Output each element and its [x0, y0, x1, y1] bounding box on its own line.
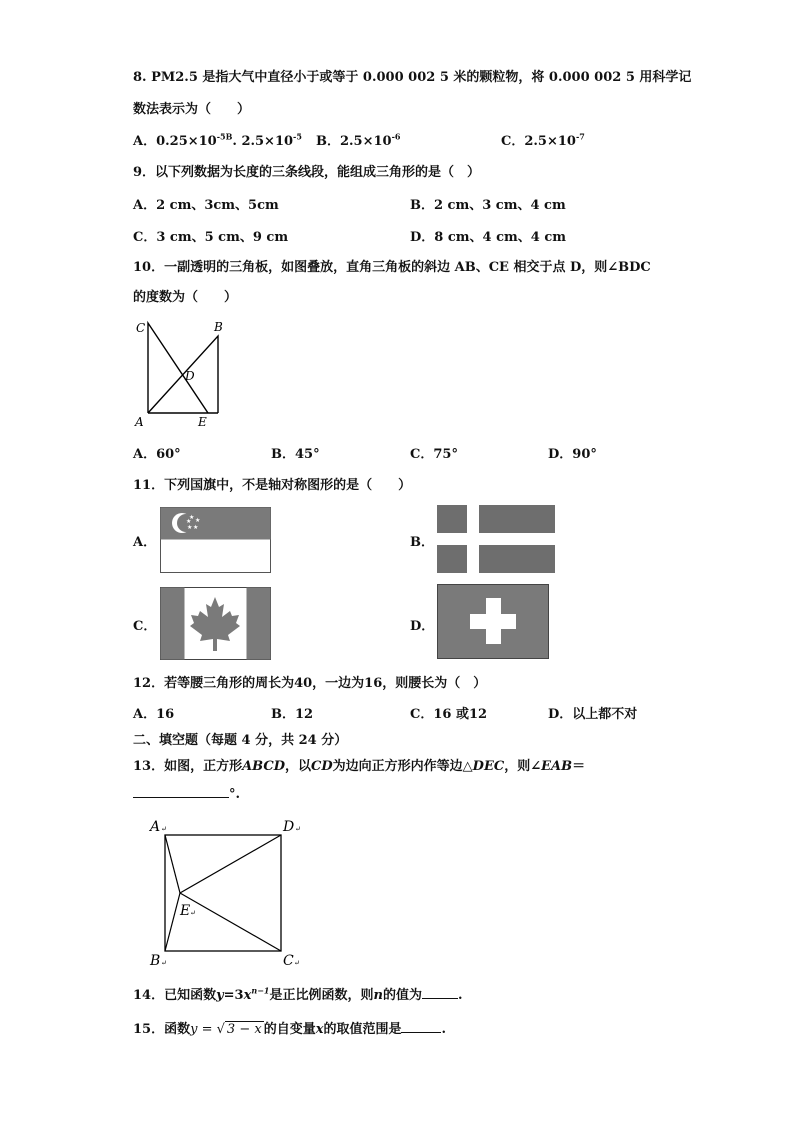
- q11-label-d: D．: [410, 619, 435, 634]
- section-fill-in-title: 二、填空题（每题 4 分，共 24 分）: [133, 733, 348, 748]
- q13-triangle-dec: DEC: [472, 759, 505, 774]
- q10-label-a: A: [135, 415, 144, 429]
- q11-label-b: B．: [410, 535, 434, 550]
- q10-label-e: E: [198, 415, 207, 429]
- q15-text-mid: 的自变量: [263, 1022, 316, 1037]
- q13-stem-line2: [133, 785, 240, 802]
- q8-stem-line1: 8. PM2.5 是指大气中直径小于或等于 0.000 002 5 米的颗粒物，将 0.000 002 5 用科学记: [133, 70, 692, 85]
- q11-stem: 11．下列国旗中，不是轴对称图形的是（ ）: [133, 478, 412, 493]
- q9-option-d: D．8 cm、4 cm、4 cm: [410, 230, 567, 245]
- q8-option-b-marker: B: [225, 131, 233, 142]
- q12-option-a: A．16: [133, 707, 175, 722]
- q14-var-x: x: [243, 988, 252, 1003]
- q13-answer-blank[interactable]: [133, 785, 229, 798]
- q15-stem: [133, 1018, 446, 1037]
- q14-eq: =3: [223, 988, 244, 1003]
- q13-line-be: [165, 893, 180, 951]
- q9-option-b: B．2 cm、3 cm、4 cm: [410, 198, 566, 213]
- q15-eq: =: [197, 1022, 217, 1037]
- denmark-flag-image: [437, 505, 555, 573]
- q15-text-end: .: [441, 1022, 447, 1037]
- q14-stem: [133, 984, 462, 1003]
- q15-radicand: 3 − x: [226, 1022, 262, 1037]
- q12-stem: 12．若等腰三角形的周长为40，一边为16，则腰长为（ ）: [133, 676, 487, 691]
- q13-label-d: D: [283, 819, 295, 835]
- q13-label-c-mark: ↵: [294, 959, 300, 967]
- q9-stem: 9．以下列数据为长度的三条线段，能组成三角形的是（ ）: [133, 165, 481, 180]
- q13-label-b: B: [150, 953, 161, 969]
- q8-option-a-exp: -5: [216, 131, 226, 142]
- q13-stem-line1: [133, 755, 585, 774]
- svg-text:★: ★: [189, 514, 195, 521]
- q13-square-name: ABCD: [242, 759, 286, 774]
- q14-text-post: 的值为: [382, 988, 422, 1003]
- q13-text-mid2: 为边向正方形内作等边△: [332, 759, 473, 774]
- q13-label-a: A: [150, 819, 161, 835]
- q10-option-d: D．90°: [548, 447, 597, 462]
- q8-option-d: [501, 130, 585, 149]
- q13-angle-eab: EAB: [541, 759, 573, 774]
- q14-text-lead: 14．已知函数: [133, 988, 217, 1003]
- q8-option-a-base: A．0.25×10: [133, 134, 217, 149]
- q12-option-b: B．12: [271, 707, 314, 722]
- switzerland-flag-image: [437, 584, 549, 659]
- q15-text-lead: 15．函数: [133, 1022, 191, 1037]
- q15-sqrt-sign: √: [216, 1022, 225, 1037]
- q14-answer-blank[interactable]: [422, 986, 458, 999]
- q10-label-c: C: [136, 321, 146, 335]
- q13-text-end: ＝: [572, 759, 586, 774]
- q13-degree-suffix: °.: [229, 787, 241, 802]
- q13-line-de: [180, 835, 281, 893]
- q10-set-square-abe: [148, 336, 218, 413]
- q10-stem-line2: 的度数为（ ）: [133, 290, 238, 305]
- q8-option-c: [316, 130, 400, 149]
- q15-var-y: y: [190, 1022, 198, 1037]
- q13-line-ae: [165, 835, 180, 893]
- q10-option-b: B．45°: [271, 447, 320, 462]
- q13-label-c: C: [283, 953, 294, 969]
- svg-text:★: ★: [187, 524, 193, 531]
- q11-label-a: A．: [133, 535, 157, 550]
- q13-side-cd: CD: [311, 759, 333, 774]
- q14-var-n: n: [373, 988, 383, 1003]
- svg-text:★: ★: [186, 518, 192, 525]
- q13-label-d-mark: ↵: [295, 825, 301, 833]
- q10-label-b: B: [214, 320, 223, 334]
- q8-option-c-base: B．2.5×10: [316, 134, 392, 149]
- q13-text-mid3: ，则∠: [504, 759, 542, 774]
- q10-option-a: A．60°: [133, 447, 181, 462]
- q8-option-b-exp: -5: [293, 131, 302, 142]
- q13-text-lead: 13．如图，正方形: [133, 759, 243, 774]
- svg-text:★: ★: [193, 524, 199, 531]
- singapore-flag-image: [160, 507, 271, 573]
- q9-option-c: C．3 cm、5 cm、9 cm: [133, 230, 289, 245]
- q8-option-d-base: C．2.5×10: [501, 134, 576, 149]
- q13-label-e-mark: ↵: [190, 909, 196, 917]
- q8-option-c-exp: -6: [391, 131, 401, 142]
- q10-set-square-cae: [148, 323, 208, 413]
- q13-line-ce: [180, 893, 281, 951]
- q12-option-d: D．以上都不对: [548, 707, 638, 722]
- q13-square-abcd: [165, 835, 281, 951]
- q10-stem-line1: 10．一副透明的三角板，如图叠放，直角三角板的斜边 AB、CE 相交于点 D，则∠BDC: [133, 260, 651, 275]
- q10-label-d: D: [185, 369, 195, 383]
- q15-answer-blank[interactable]: [401, 1020, 441, 1033]
- q13-label-b-mark: ↵: [161, 959, 167, 967]
- q11-label-c: C．: [133, 619, 157, 634]
- q13-figure-square: [145, 815, 310, 970]
- canada-flag-image: [160, 587, 271, 660]
- q13-label-e: E: [180, 903, 191, 919]
- q14-exponent: n−1: [251, 985, 270, 996]
- q8-option-a: [133, 130, 302, 149]
- q8-stem-line2: 数法表示为（ ）: [133, 102, 251, 117]
- svg-text:★: ★: [195, 517, 201, 524]
- q12-option-c: C．16 或12: [410, 707, 488, 722]
- q14-text-end: .: [457, 988, 463, 1003]
- q15-text-post: 的取值范围是: [323, 1022, 402, 1037]
- q13-label-a-mark: ↵: [161, 825, 167, 833]
- q8-option-d-exp: -7: [575, 131, 585, 142]
- q9-option-a: A．2 cm、3cm、5cm: [133, 198, 279, 213]
- q14-var-y: y: [216, 988, 224, 1003]
- q15-var-x: x: [315, 1022, 324, 1037]
- q10-figure-triangles: [130, 318, 230, 430]
- q10-option-c: C．75°: [410, 447, 458, 462]
- q8-option-b-base: . 2.5×10: [232, 134, 294, 149]
- q13-text-mid1: ，以: [285, 759, 312, 774]
- q14-text-mid: 是正比例函数，则: [269, 988, 374, 1003]
